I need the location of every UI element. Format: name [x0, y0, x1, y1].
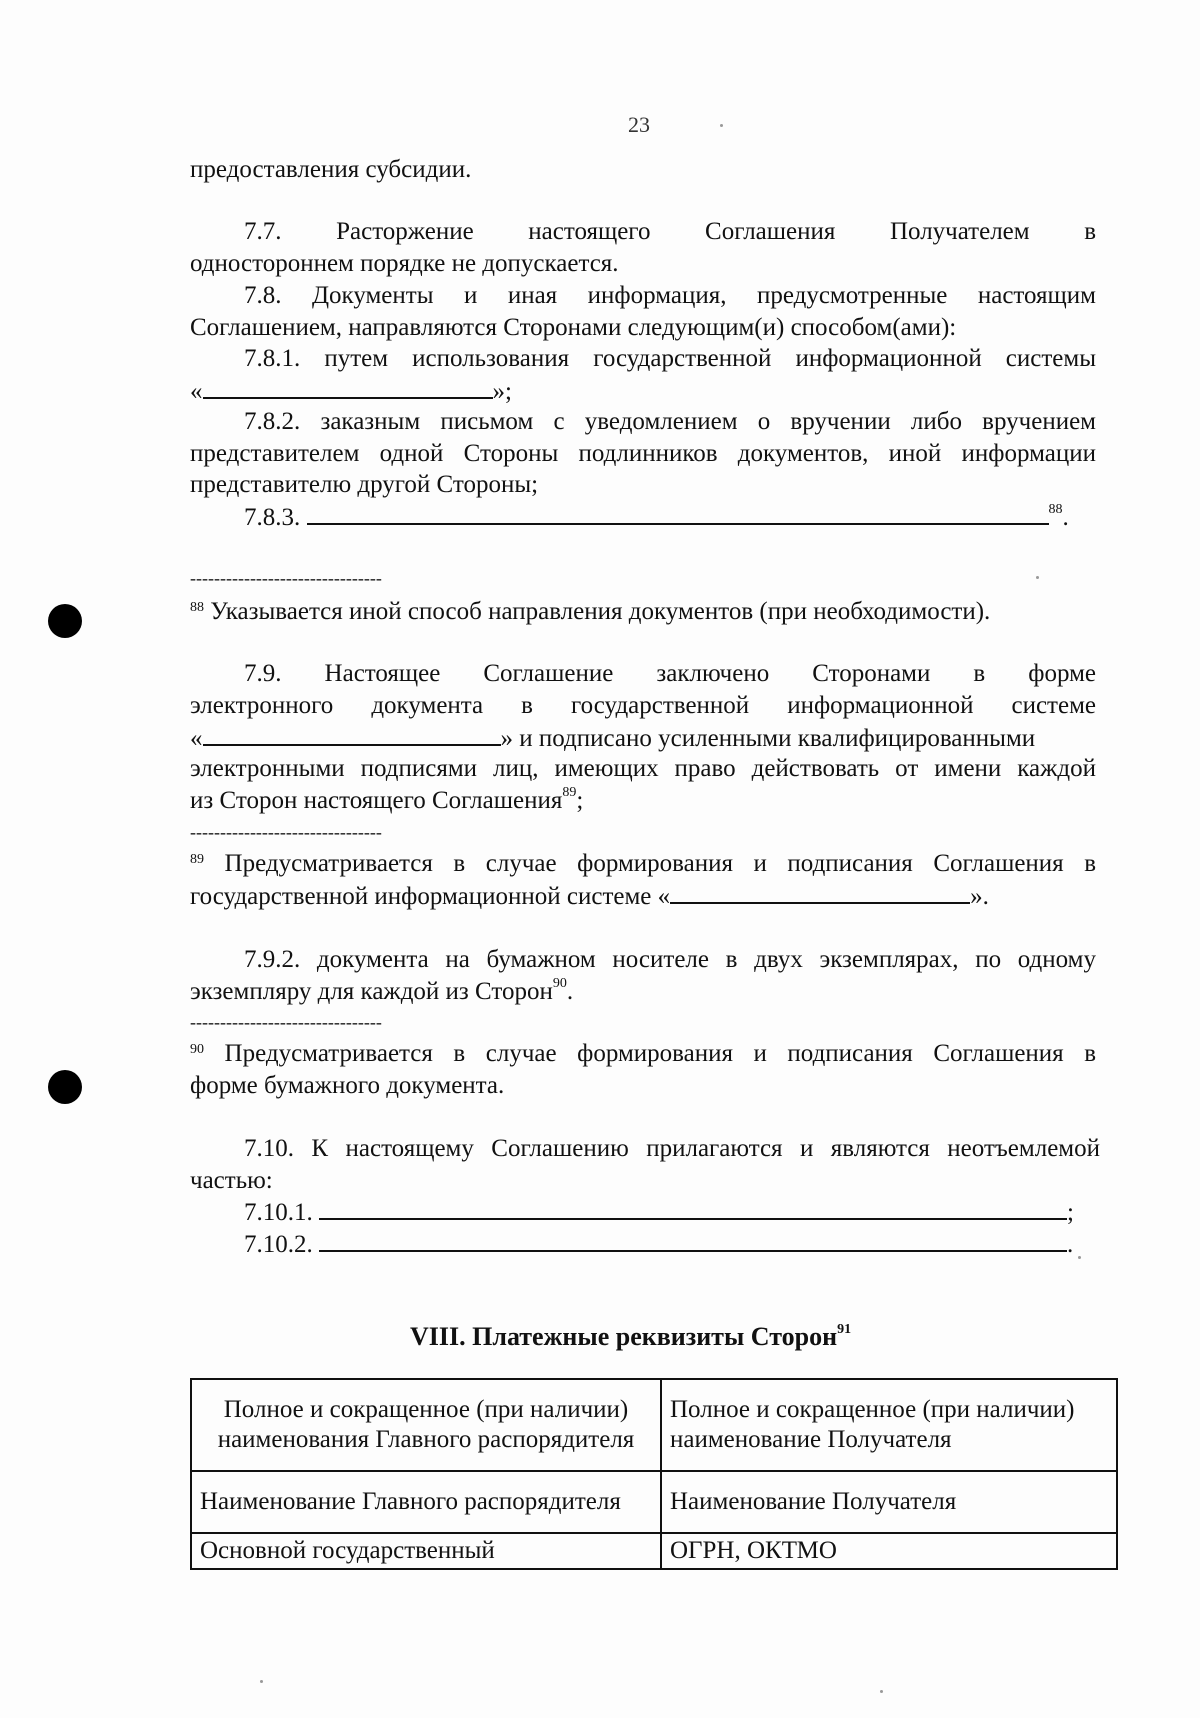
scan-speck	[880, 1690, 883, 1693]
period: .	[1062, 504, 1069, 531]
table-cell: Наименование Получателя	[661, 1471, 1117, 1533]
paragraph-7-8-1-line2	[190, 375, 512, 408]
requisites-table	[190, 1378, 1118, 1570]
table-cell: Полное и сокращенное (при наличии) наименования Главного распорядителя	[191, 1379, 661, 1471]
footnote-90-line2: форме бумажного документа.	[190, 1072, 505, 1099]
close-quote: »;	[492, 378, 512, 405]
table-cell: Наименование Главного распорядителя	[191, 1471, 661, 1533]
paragraph-7-8-2-line3: представителю другой Стороны;	[190, 471, 539, 498]
footnote-text: государственной информационной системе «	[190, 883, 671, 910]
blank-field[interactable]	[203, 375, 493, 399]
paragraph-7-9-line1: 7.9. Настоящее Соглашение заключено Сторонами в форме	[244, 660, 1096, 687]
punch-hole-top	[48, 604, 82, 638]
table-cell: ОГРН, ОКТМО	[661, 1533, 1117, 1569]
item-number: 7.10.1.	[244, 1199, 313, 1226]
line-text: из Сторон настоящего Соглашения	[190, 787, 563, 814]
paragraph-7-9-line3	[190, 722, 1096, 755]
blank-field[interactable]	[670, 880, 970, 904]
semicolon: ;	[576, 787, 584, 814]
paragraph-7-9-line4: электронными подписями лиц, имеющих право действовать от имени каждой	[190, 755, 1096, 782]
footnote-separator: --------------------------------	[190, 1012, 382, 1032]
paragraph-7-8-2-line1: 7.8.2. заказным письмом с уведомлением о вручении либо вручением	[244, 408, 1096, 435]
footnote-ref-91: 91	[837, 1322, 852, 1337]
text-line: предоставления субсидии.	[190, 156, 472, 183]
footnote-89-line1	[190, 848, 1096, 884]
table-row	[191, 1379, 1117, 1471]
paragraph-7-8-line2: Соглашением, направляются Сторонами следующим(и) способом(ами):	[190, 314, 957, 341]
paragraph-7-10-line2: частью:	[190, 1167, 273, 1194]
footnote-separator: --------------------------------	[190, 822, 382, 842]
scan-speck	[260, 1680, 263, 1683]
section-title-text: VIII. Платежные реквизиты Сторон	[410, 1322, 838, 1351]
footnote-89-line2	[190, 880, 989, 913]
item-number: 7.8.3.	[244, 504, 301, 531]
section-title	[410, 1320, 851, 1359]
footnote-text: Предусматривается в случае формирования и подписания Соглашения в	[224, 1040, 1097, 1067]
period: .	[1067, 1231, 1074, 1258]
blank-field[interactable]	[319, 1228, 1067, 1252]
period: .	[566, 978, 574, 1005]
paragraph-7-8-line1: 7.8. Документы и иная информация, предусмотренные настоящим	[244, 282, 1096, 309]
item-7-10-2	[244, 1228, 1073, 1261]
page-number: 23	[628, 112, 650, 137]
scan-speck	[1078, 1256, 1081, 1259]
footnote-text: ».	[970, 883, 989, 910]
footnote-ref-90: 90	[552, 976, 567, 991]
blank-field[interactable]	[319, 1196, 1067, 1220]
footnote-ref-89: 89	[562, 785, 577, 800]
semicolon: ;	[1067, 1199, 1074, 1226]
footnote-ref-88: 88	[1048, 502, 1063, 517]
paragraph-7-10-line1: 7.10. К настоящему Соглашению прилагаются и являются неотъемлемой	[244, 1135, 1100, 1162]
footnote-90-line1	[190, 1038, 1096, 1074]
table-cell: Основной государственный	[191, 1533, 661, 1569]
open-quote: «	[190, 725, 203, 752]
footnote-number: 88	[190, 600, 204, 615]
open-quote: «	[190, 378, 203, 405]
paragraph-7-9-line2: электронного документа в государственной информационной системе	[190, 692, 1096, 719]
paragraph-7-9-line5	[190, 785, 583, 821]
footnote-separator: --------------------------------	[190, 568, 382, 588]
paragraph-7-8-2-line2: представителем одной Стороны подлинников документов, иной информации	[190, 440, 1096, 467]
item-number: 7.10.2.	[244, 1231, 313, 1258]
paragraph-7-8-1-line1: 7.8.1. путем использования государственной информационной системы	[244, 345, 1096, 372]
paragraph-7-7-line2: одностороннем порядке не допускается.	[190, 250, 619, 277]
blank-field[interactable]	[307, 501, 1049, 525]
footnote-88	[190, 596, 990, 632]
line-text: » и подписано усиленными квалифицированными	[500, 725, 1036, 752]
scan-speck	[720, 124, 723, 127]
footnote-text: Указывается иной способ направления документов (при необходимости).	[210, 598, 991, 625]
footnote-number: 89	[190, 852, 204, 867]
blank-field[interactable]	[203, 722, 501, 746]
footnote-text: Предусматривается в случае формирования и подписания Соглашения в	[224, 850, 1097, 877]
footnote-number: 90	[190, 1042, 204, 1057]
scan-speck	[1036, 576, 1039, 579]
paragraph-7-7-line1: 7.7. Расторжение настоящего Соглашения Получателем в	[244, 218, 1096, 245]
table-row	[191, 1533, 1117, 1569]
punch-hole-bottom	[48, 1070, 82, 1104]
table-cell: Полное и сокращенное (при наличии) наименование Получателя	[661, 1379, 1117, 1471]
paragraph-7-8-3	[244, 501, 1069, 538]
item-7-10-1	[244, 1196, 1074, 1229]
line-text: экземпляру для каждой из Сторон	[190, 978, 553, 1005]
paragraph-7-9-2-line1: 7.9.2. документа на бумажном носителе в двух экземплярах, по одному	[244, 946, 1096, 973]
paragraph-7-9-2-line2	[190, 976, 573, 1012]
table-row	[191, 1471, 1117, 1533]
